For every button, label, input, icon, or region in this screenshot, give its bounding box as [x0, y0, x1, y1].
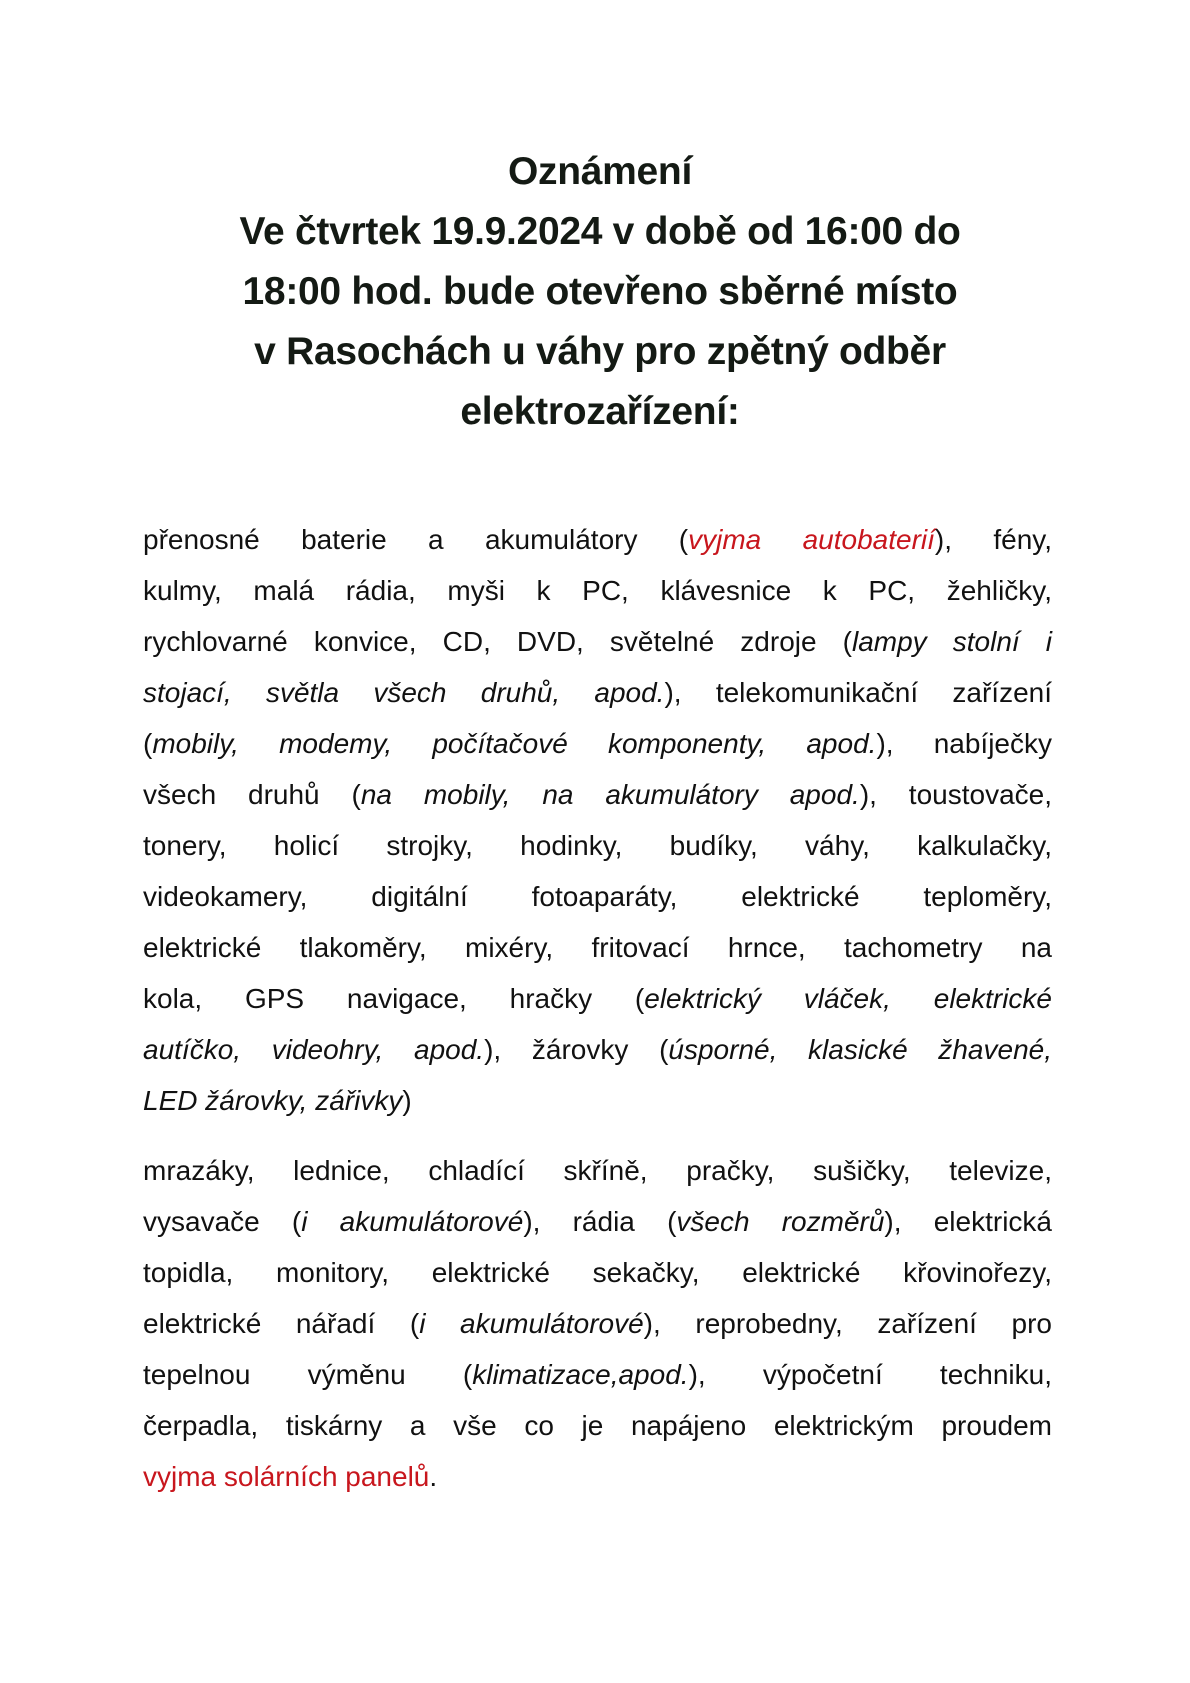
line-text: ), fény, [934, 524, 1052, 555]
line-text: ), toustovače, [859, 779, 1052, 810]
text-line [143, 1451, 1052, 1502]
text-line [143, 1349, 1052, 1400]
text-line [143, 871, 1052, 922]
emphasis-text: stojací, světla všech druhů, apod. [143, 677, 665, 708]
line-text: ), telekomunikační zařízení [664, 677, 1053, 708]
line-text: topidla, monitory, elektrické sekačky, elektrické křovinořezy, [143, 1257, 1052, 1288]
line-text: tonery, holicí strojky, hodinky, budíky, váhy, kalkulačky, [143, 830, 1052, 861]
line-text: ) [402, 1085, 412, 1116]
line-text: ), výpočetní techniku, [688, 1359, 1052, 1390]
text-line [143, 565, 1052, 616]
emphasis-text: na mobily, na akumulátory apod. [360, 779, 860, 810]
text-line [143, 973, 1052, 1024]
text-line [143, 769, 1052, 820]
line-text: rychlovarné konvice, CD, DVD, světelné zdroje ( [143, 626, 852, 657]
text-line [143, 1400, 1052, 1451]
text-line [143, 1196, 1052, 1247]
emphasis-text: vyjma solárních panelů [143, 1461, 430, 1492]
line-text: všech druhů ( [143, 779, 361, 810]
text-line [143, 820, 1052, 871]
line-text: přenosné baterie a akumulátory ( [143, 524, 689, 555]
text-line [143, 922, 1052, 973]
text-line [143, 514, 1052, 565]
line-text: ), rádia ( [523, 1206, 677, 1237]
emphasis-text: lampy stolní i [851, 626, 1052, 657]
line-text: videokamery, digitální fotoaparáty, elektrické teploměry, [143, 881, 1052, 912]
heading-line-3: v Rasochách u váhy pro zpětný odběr [254, 330, 946, 373]
emphasis-text: klimatizace,apod. [472, 1359, 689, 1390]
large-appliances-paragraph [143, 1145, 1052, 1502]
text-line [143, 616, 1052, 667]
line-text: kola, GPS navigace, hračky ( [143, 983, 645, 1014]
emphasis-text: elektrický vláček, elektrické [644, 983, 1053, 1014]
text-line [143, 1298, 1052, 1349]
text-line [143, 667, 1052, 718]
text-line [143, 718, 1052, 769]
text-line [143, 1145, 1052, 1196]
line-text: ), žárovky ( [484, 1034, 669, 1065]
heading-line-2: 18:00 hod. bude otevřeno sběrné místo [242, 270, 958, 313]
emphasis-text: mobily, modemy, počítačové komponenty, apod. [152, 728, 877, 759]
line-text: čerpadla, tiskárny a vše co je napájeno elektrickým proudem [143, 1410, 1052, 1441]
emphasis-text: i akumulátorové [301, 1206, 524, 1237]
line-text: ), elektrická [884, 1206, 1052, 1237]
line-text: tepelnou výměnu ( [143, 1359, 473, 1390]
text-line [143, 1075, 1052, 1126]
emphasis-text: úsporné, klasické žhavené, [668, 1034, 1052, 1065]
line-text: kulmy, malá rádia, myši k PC, klávesnice k PC, žehličky, [143, 575, 1052, 606]
line-text: ), reprobedny, zařízení pro [643, 1308, 1052, 1339]
emphasis-text: vyjma autobaterií [688, 524, 935, 555]
page-title: Oznámení [508, 150, 692, 193]
line-text: mrazáky, lednice, chladící skříně, pračky, sušičky, televize, [143, 1155, 1052, 1186]
emphasis-text: autíčko, videohry, apod. [143, 1034, 485, 1065]
line-text: ), nabíječky [876, 728, 1053, 759]
emphasis-text: všech rozměrů [676, 1206, 885, 1237]
emphasis-text: i akumulátorové [419, 1308, 644, 1339]
small-appliances-paragraph [143, 514, 1052, 1126]
line-text: ( [143, 728, 153, 759]
line-text: elektrické nářadí ( [143, 1308, 420, 1339]
announcement-heading [150, 142, 1050, 442]
emphasis-text: LED žárovky, zářivky [143, 1085, 403, 1116]
line-text: . [429, 1461, 438, 1492]
text-line [143, 1247, 1052, 1298]
text-line [143, 1024, 1052, 1075]
heading-line-4: elektrozařízení: [460, 390, 740, 433]
line-text: elektrické tlakoměry, mixéry, fritovací hrnce, tachometry na [143, 932, 1052, 963]
heading-line-1: Ve čtvrtek 19.9.2024 v době od 16:00 do [239, 210, 961, 253]
line-text: vysavače ( [143, 1206, 302, 1237]
